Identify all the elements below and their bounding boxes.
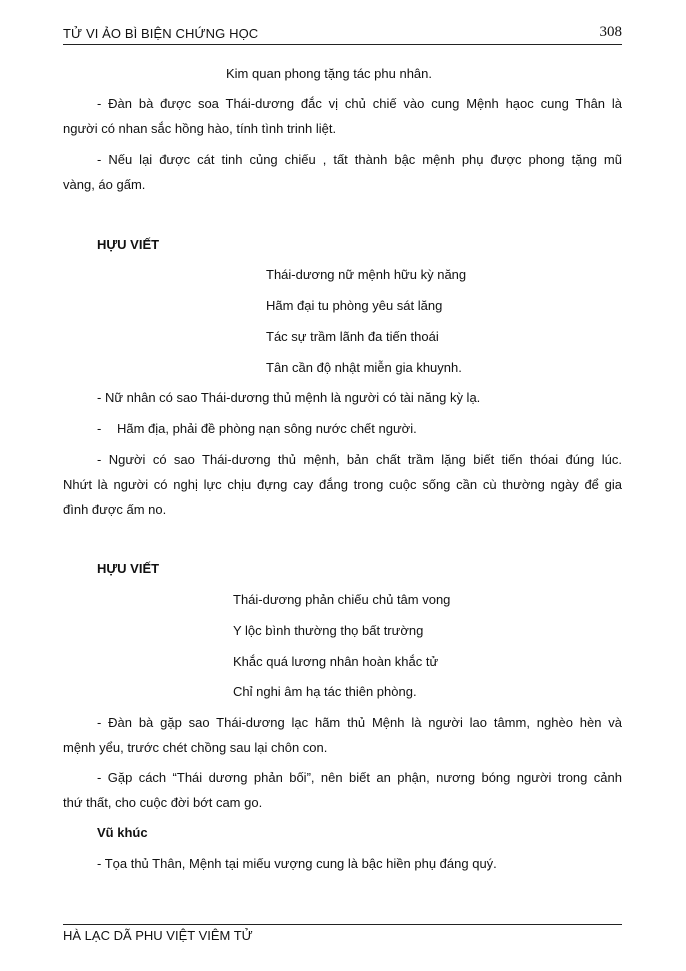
section1-verse-1: Thái-dương nữ mệnh hữu kỳ năng [266, 267, 467, 282]
section1-para-c-line3: đình được ấm no. [63, 502, 167, 517]
section1-para-c-line1: - Người có sao Thái-dương thủ mệnh, bản chất trầm lặng biết tiến thóai đúng lúc. [97, 452, 622, 467]
footer-text: HÀ LẠC DÃ PHU VIỆT VIÊM TỬ [63, 928, 253, 943]
page-header [63, 22, 622, 45]
section1-para-a: - Nữ nhân có sao Thái-dương thủ mệnh là người có tài năng kỳ lạ. [97, 390, 481, 405]
page-number: 308 [599, 24, 622, 40]
section2-verse-3: Khắc quá lương nhân hoàn khắc tử [233, 654, 439, 669]
section1-verse-4: Tân cần độ nhật miễn gia khuynh. [266, 360, 462, 375]
section1-heading: HỰU VIẾT [97, 237, 160, 252]
section2-verse-2: Y lộc bình thường thọ bất trường [233, 623, 424, 638]
section2-verse-4: Chỉ nghi âm hạ tác thiên phòng. [233, 684, 417, 699]
section1-para-b: Hãm địa, phải đề phòng nạn sông nước chết người. [117, 421, 417, 436]
para1-line2: người có nhan sắc hồng hào, tính tình trinh liệt. [63, 121, 337, 136]
para1-line1: - Đàn bà được soa Thái-dương đắc vị chủ chiế vào cung Mệnh hạoc cung Thân là [97, 96, 622, 111]
top-verse: Kim quan phong tặng tác phu nhân. [226, 66, 432, 81]
page-footer [63, 924, 622, 943]
section2-para-a-line1: - Đàn bà gặp sao Thái-dương lạc hãm thủ Mệnh là người lao tâmm, nghèo hèn và [97, 715, 622, 730]
section2-para-b-line1: - Gặp cách “Thái dương phản bối”, nên biết an phận, nương bóng người trong cảnh [97, 770, 622, 785]
section3-para: - Tọa thủ Thân, Mệnh tại miếu vượng cung là bậc hiền phụ đáng quý. [97, 856, 497, 871]
section1-para-c-line2: Nhứt là người có nghị lực chịu đựng cay đắng trong cuộc sống cần cù thường ngày để gia [63, 477, 622, 492]
section2-heading: HỰU VIẾT [97, 561, 160, 576]
header-title: TỬ VI ẢO BÌ BIỆN CHỨNG HỌC [63, 26, 259, 41]
section2-para-b-line2: thứ thất, cho cuộc đời bớt cam go. [63, 795, 263, 810]
para2-line2: vàng, áo gấm. [63, 177, 146, 192]
section3-heading: Vũ khúc [97, 825, 148, 840]
section2-verse-1: Thái-dương phản chiếu chủ tâm vong [233, 592, 451, 607]
section1-para-b-dash: - [97, 421, 102, 436]
section1-verse-2: Hãm đại tu phòng yêu sát lăng [266, 298, 443, 313]
para2-line1: - Nếu lại được cát tinh củng chiếu , tất thành bậc mệnh phụ được phong tặng mũ [97, 152, 622, 167]
section1-verse-3: Tác sự trầm lãnh đa tiến thoái [266, 329, 439, 344]
section2-para-a-line2: mệnh yểu, trước chét chồng sau lại chôn con. [63, 740, 328, 755]
